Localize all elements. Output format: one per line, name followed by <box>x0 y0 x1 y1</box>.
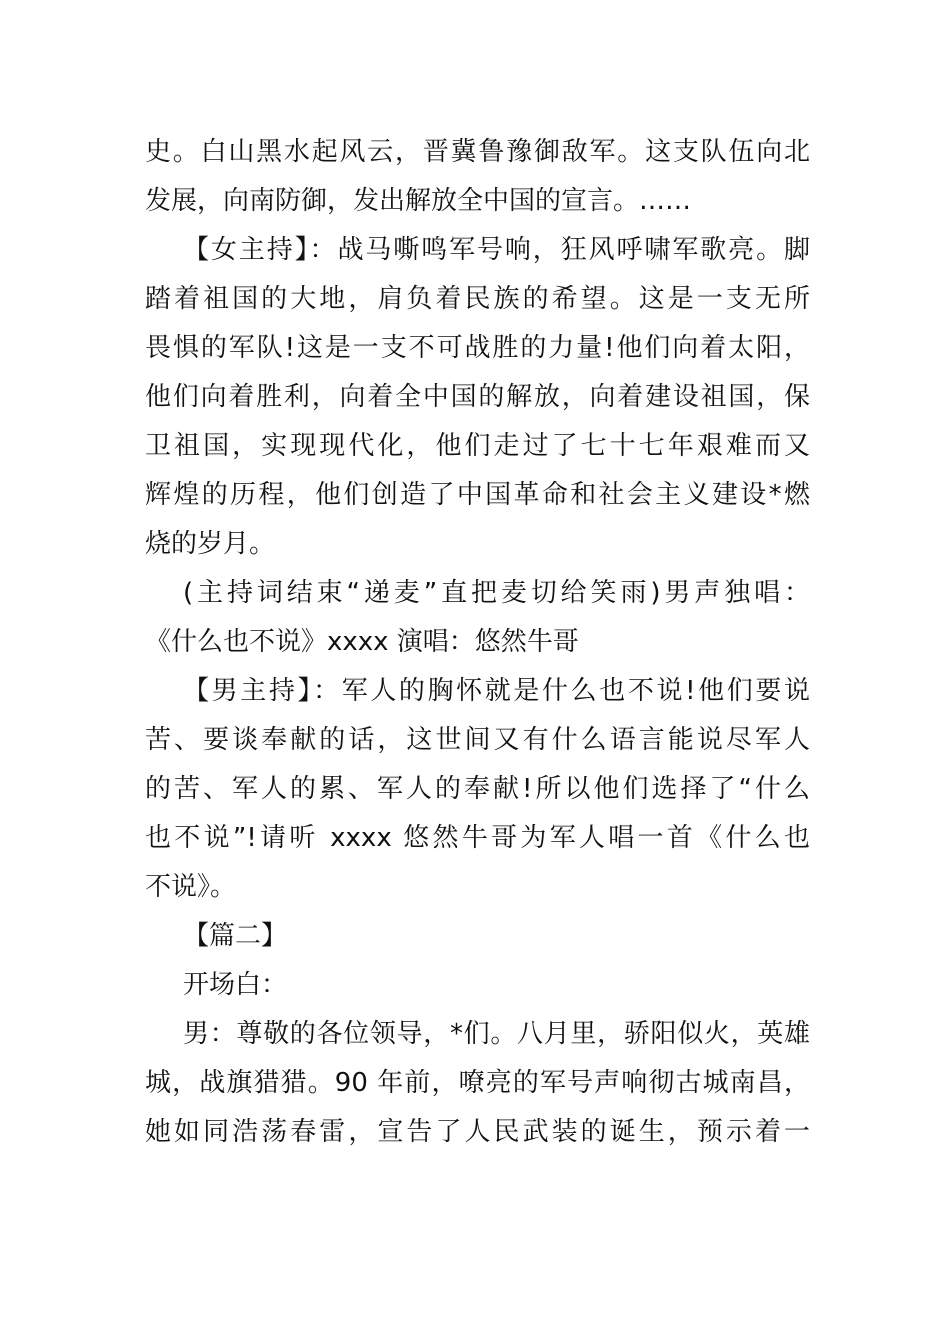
text-line: 辉煌的历程，他们创造了中国革命和社会主义建设*燃 <box>145 480 810 510</box>
text-line: 《什么也不说》xxxx 演唱：悠然牛哥 <box>145 627 579 657</box>
text-line: 的苦、军人的累、军人的奉献!所以他们选择了“什么 <box>145 774 810 804</box>
text-line: 【女主持】：战马嘶鸣军号响，狂风呼啸军歌亮。脚 <box>183 235 810 265</box>
text-line: 发展，向南防御，发出解放全中国的宣言。…… <box>145 186 692 216</box>
paragraph-song-note <box>145 569 810 667</box>
text-line: 城，战旗猎猎。90 年前，嘹亮的军号声响彻古城南昌， <box>145 1068 810 1098</box>
text-line: 不说》。 <box>145 872 237 902</box>
text-line: 他们向着胜利，向着全中国的解放，向着建设祖国，保 <box>145 382 810 412</box>
text-line: 男：尊敬的各位领导，*们。八月里，骄阳似火，英雄 <box>183 1019 810 1049</box>
section-heading <box>145 912 810 961</box>
paragraph-male-host <box>145 667 810 912</box>
paragraph-1 <box>145 128 810 226</box>
text-line: (主持词结束“递麦”直把麦切给笑雨)男声独唱： <box>183 578 810 608</box>
text-line: 开场白： <box>183 970 288 1000</box>
paragraph-opening-speech <box>145 1010 810 1157</box>
text-line: 【篇二】 <box>183 921 288 951</box>
paragraph-opening-label <box>145 961 810 1010</box>
document-body <box>145 128 810 1157</box>
text-line: 畏惧的军队!这是一支不可战胜的力量!他们向着太阳， <box>145 333 810 363</box>
paragraph-female-host <box>145 226 810 569</box>
text-line: 烧的岁月。 <box>145 529 276 559</box>
text-line: 【男主持】：军人的胸怀就是什么也不说!他们要说 <box>183 676 810 706</box>
text-line: 也不说”!请听 xxxx 悠然牛哥为军人唱一首《什么也 <box>145 823 810 853</box>
text-line: 踏着祖国的大地，肩负着民族的希望。这是一支无所 <box>145 284 810 314</box>
text-line: 史。白山黑水起风云，晋冀鲁豫御敌军。这支队伍向北 <box>145 137 810 167</box>
text-line: 苦、要谈奉献的话，这世间又有什么语言能说尽军人 <box>145 725 810 755</box>
text-line: 她如同浩荡春雷，宣告了人民武装的诞生，预示着一 <box>145 1117 810 1147</box>
text-line: 卫祖国，实现现代化，他们走过了七十七年艰难而又 <box>145 431 810 461</box>
